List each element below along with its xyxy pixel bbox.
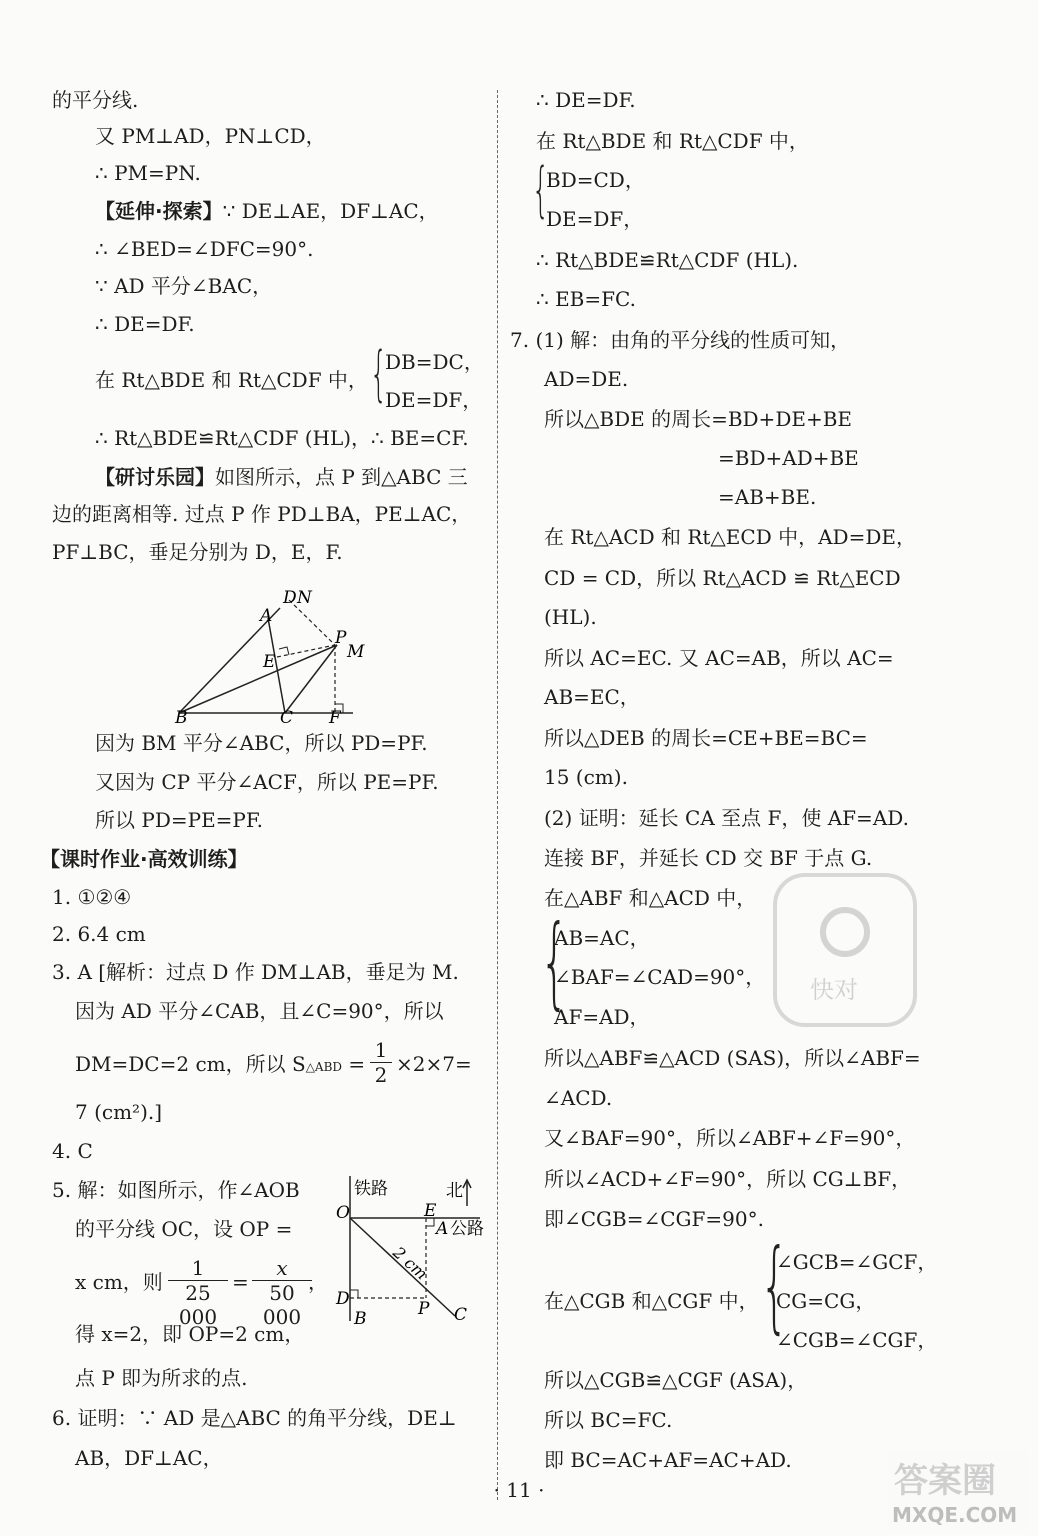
answer-line: AB，DF⊥AC， bbox=[75, 1446, 223, 1470]
text-line: ∴ DE=DF. bbox=[536, 88, 636, 112]
numerator: 1 bbox=[191, 1256, 205, 1280]
answer-line: 4. C bbox=[52, 1139, 93, 1163]
text-line: 即∠CGB=∠CGF=90°. bbox=[544, 1207, 764, 1231]
text-line: (HL). bbox=[544, 605, 597, 629]
text-line: 所以 AC=EC. 又 AC=AB，所以 AC= bbox=[544, 646, 894, 670]
watermark-logo bbox=[888, 1450, 1028, 1530]
label-2cm: 2 cm bbox=[389, 1242, 432, 1284]
text-line: CD = CD，所以 Rt△ACD ≌ Rt△ECD bbox=[544, 566, 901, 590]
label-north: 北 bbox=[446, 1181, 463, 1201]
answer-line: 2. 6.4 cm bbox=[52, 922, 146, 946]
label-B: B bbox=[354, 1309, 367, 1329]
system-line: ∠CGB=∠CGF， bbox=[776, 1328, 938, 1352]
system-line: AB=AC， bbox=[554, 926, 650, 950]
system-line: DE=DF， bbox=[385, 388, 483, 412]
text-line: 所以∠ACD+∠F=90°，所以 CG⊥BF， bbox=[544, 1167, 912, 1191]
line-PE bbox=[277, 645, 335, 657]
label-P: P bbox=[335, 628, 347, 648]
numerator: 1 bbox=[374, 1038, 388, 1062]
label-C: C bbox=[454, 1305, 468, 1325]
text-span: ∵ DE⊥AE，DF⊥AC， bbox=[222, 199, 439, 223]
answer-line: 因为 AD 平分∠CAB，且∠C=90°，所以 bbox=[75, 999, 444, 1023]
text-line: ×2×7= bbox=[396, 1052, 472, 1076]
column-divider bbox=[497, 90, 499, 1500]
text-line: ∴ Rt△BDE≌Rt△CDF (HL)，∴ BE=CF. bbox=[95, 426, 469, 450]
text-line: 在△ABF 和△ACD 中， bbox=[544, 886, 757, 910]
text-line: PF⊥BC，垂足分别为 D，E，F. bbox=[52, 540, 343, 564]
label-D: D bbox=[336, 1289, 350, 1309]
answer-line: 5. 解：如图所示，作∠AOB bbox=[52, 1178, 300, 1202]
label-A: A bbox=[260, 606, 273, 626]
section-tag: 【研讨乐园】 bbox=[95, 465, 215, 489]
text-line: ∴ DE=DF. bbox=[95, 312, 195, 336]
line-BM bbox=[179, 645, 337, 713]
label-E: E bbox=[263, 652, 276, 672]
text-line: 在 Rt△BDE 和 Rt△CDF 中， bbox=[536, 129, 809, 153]
subscript: △ABD bbox=[305, 1060, 343, 1074]
text-line: AB=EC， bbox=[544, 685, 640, 709]
text-line: 又因为 CP 平分∠ACF，所以 PE=PF. bbox=[95, 770, 439, 794]
section-tag: 【延伸·探索】 bbox=[95, 199, 223, 223]
page-number: · 11 · bbox=[493, 1478, 545, 1502]
geometry-figure bbox=[165, 585, 375, 725]
text-line: 在 Rt△BDE 和 Rt△CDF 中， bbox=[95, 368, 368, 392]
denominator: 25 000 bbox=[168, 1280, 228, 1329]
text-line: 所以 PD=PE=PF. bbox=[95, 808, 263, 832]
brace: { bbox=[532, 155, 550, 225]
answer-line: 1. ①②④ bbox=[52, 885, 132, 909]
label-M: M bbox=[347, 642, 365, 662]
fraction bbox=[370, 1038, 392, 1087]
answer-line: 6. 证明：∵ AD 是△ABC 的角平分线，DE⊥ bbox=[52, 1406, 457, 1430]
denominator: 2 bbox=[370, 1062, 392, 1087]
svg-text:快对: 快对 bbox=[810, 976, 858, 1004]
text-line: =AB+BE. bbox=[718, 485, 817, 509]
label-A: A bbox=[436, 1219, 449, 1239]
answer-line: 3. A [解析：过点 D 作 DM⊥AB，垂足为 M. bbox=[52, 960, 459, 984]
system-line: AF=AD， bbox=[554, 1005, 650, 1029]
answer-line bbox=[75, 1050, 365, 1081]
text-line: 所以△ABF≌△ACD (SAS)，所以∠ABF= bbox=[544, 1046, 921, 1070]
system-line: ∠GCB=∠GCF， bbox=[776, 1250, 938, 1274]
numerator: x bbox=[276, 1256, 288, 1280]
text-line: 所以 BC=FC. bbox=[544, 1408, 673, 1432]
answer-line: 的平分线 OC，设 OP = bbox=[75, 1217, 293, 1241]
text-line: ∴ ∠BED=∠DFC=90°. bbox=[95, 237, 314, 261]
line-CP bbox=[285, 645, 337, 713]
system-line: ∠BAF=∠CAD=90°， bbox=[554, 965, 766, 989]
text-line: 所以△DEB 的周长=CE+BE=BC= bbox=[544, 726, 868, 750]
text-line: ∵ AD 平分∠BAC， bbox=[95, 274, 273, 298]
comma: ， bbox=[308, 1270, 328, 1294]
fraction bbox=[252, 1256, 312, 1329]
right-angle-mark bbox=[279, 647, 289, 655]
answer-line: 点 P 即为所求的点. bbox=[75, 1366, 248, 1390]
label-B: B bbox=[175, 708, 188, 725]
text-line: 所以△CGB≌△CGF (ASA)， bbox=[544, 1368, 808, 1392]
brace: { bbox=[370, 339, 388, 409]
text-line: 又 PM⊥AD，PN⊥CD， bbox=[95, 124, 326, 148]
label-E: E bbox=[424, 1201, 437, 1221]
text-line bbox=[95, 463, 468, 491]
label-F: F bbox=[329, 708, 341, 725]
equals: = bbox=[348, 1052, 366, 1076]
text-line: (2) 证明：延长 CA 至点 F，使 AF=AD. bbox=[544, 806, 909, 830]
section-heading: 【课时作业·高效训练】 bbox=[40, 847, 248, 871]
label-highway: 公路 bbox=[450, 1219, 484, 1239]
text-span: 如图所示，点 P 到△ABC 三 bbox=[215, 465, 468, 489]
text-line: 即 BC=AC+AF=AC+AD. bbox=[544, 1448, 792, 1472]
system-line: DB=DC， bbox=[385, 350, 484, 374]
label-C: C bbox=[280, 708, 294, 725]
text-line: ∠ACD. bbox=[544, 1086, 613, 1110]
text-line: 连接 BF，并延长 CD 交 BF 于点 G. bbox=[544, 846, 873, 870]
text-line: 边的距离相等. 过点 P 作 PD⊥BA，PE⊥AC， bbox=[52, 502, 472, 526]
text-line: ∴ Rt△BDE≌Rt△CDF (HL). bbox=[536, 248, 799, 272]
map-figure bbox=[330, 1176, 495, 1331]
text-line: 在 Rt△ACD 和 Rt△ECD 中，AD=DE， bbox=[544, 525, 916, 549]
watermark-text: MXQE.COM bbox=[892, 1503, 1018, 1527]
text-line: =BD+AD+BE bbox=[718, 446, 859, 470]
label-railway: 铁路 bbox=[354, 1179, 388, 1199]
answer-line: 得 x=2，即 OP=2 cm， bbox=[75, 1322, 305, 1346]
text-line: 因为 BM 平分∠ABC，所以 PD=PF. bbox=[95, 731, 428, 755]
svg-text:答案圈: 答案圈 bbox=[894, 1461, 996, 1501]
answer-line: 7 (cm²).] bbox=[75, 1100, 163, 1124]
denominator: 50 000 bbox=[252, 1280, 312, 1329]
fraction bbox=[168, 1256, 228, 1329]
quick-check-stamp bbox=[770, 870, 920, 1030]
system-line: BD=CD， bbox=[546, 168, 645, 192]
label-N: N bbox=[297, 588, 312, 608]
text-line: 15 (cm). bbox=[544, 765, 628, 789]
text-line: AD=DE. bbox=[544, 367, 629, 391]
right-angle-mark bbox=[350, 1290, 358, 1298]
text-line: 的平分线. bbox=[52, 88, 139, 112]
text-span: DM=DC=2 cm，所以 S bbox=[75, 1052, 306, 1076]
text-line bbox=[95, 197, 439, 225]
text-line: ∴ EB=FC. bbox=[536, 287, 636, 311]
text-line: 又∠BAF=90°，所以∠ABF+∠F=90°， bbox=[544, 1126, 916, 1150]
brace: { bbox=[760, 1227, 789, 1344]
answer-line: 7. (1) 解：由角的平分线的性质可知， bbox=[510, 328, 851, 352]
system-line: CG=CG， bbox=[776, 1289, 876, 1313]
answer-line: x cm，则 bbox=[75, 1270, 163, 1294]
equals: = bbox=[232, 1270, 249, 1294]
text-line: 在△CGB 和△CGF 中， bbox=[544, 1289, 759, 1313]
text-line: ∴ PM=PN. bbox=[95, 161, 201, 185]
label-P: P bbox=[418, 1299, 430, 1319]
label-D: D bbox=[283, 588, 297, 608]
text-line: 所以△BDE 的周长=BD+DE+BE bbox=[544, 407, 853, 431]
brace: { bbox=[540, 903, 569, 1020]
system-line: DE=DF， bbox=[546, 207, 644, 231]
label-O: O bbox=[336, 1203, 350, 1223]
